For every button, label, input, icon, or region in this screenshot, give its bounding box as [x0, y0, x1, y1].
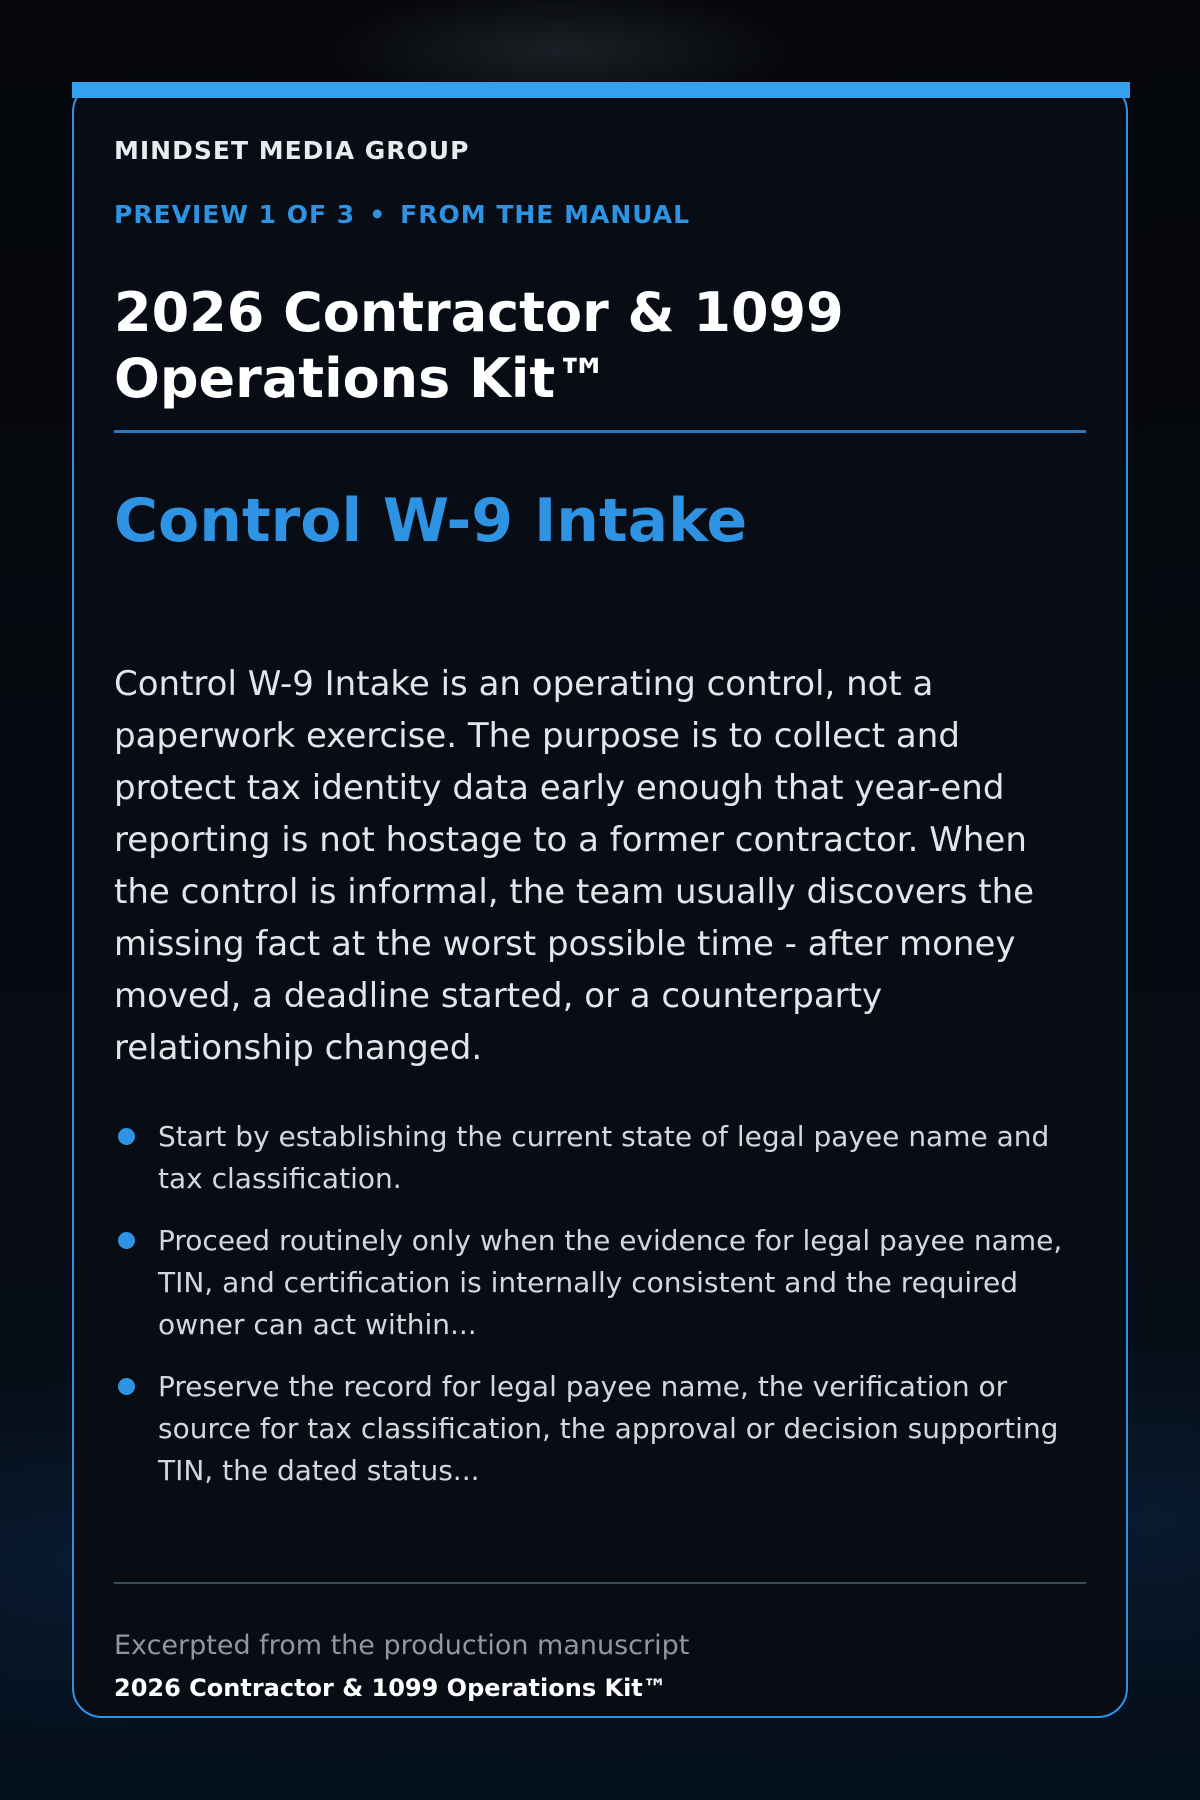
bullet-dot-icon — [118, 1378, 135, 1395]
bullet-text: Start by establishing the current state of legal payee name and tax classification. — [158, 1120, 1050, 1195]
title-divider — [114, 430, 1086, 433]
bullet-item — [114, 1220, 1086, 1346]
footer-note: Excerpted from the production manuscript — [114, 1630, 690, 1661]
preview-card — [72, 82, 1128, 1718]
bullet-list — [114, 1116, 1086, 1512]
preview-label-row — [114, 200, 690, 229]
bullet-item — [114, 1116, 1086, 1200]
accent-top-bar — [72, 82, 1130, 98]
footer-divider — [114, 1582, 1086, 1584]
bullet-dot-icon — [118, 1128, 135, 1145]
section-body: Control W-9 Intake is an operating control, not a paperwork exercise. The purpose is to collect and protect tax identity data early enough that year-end reporting is not hostage to a former contractor. When the control is informal, the team usually discovers the missing fact at the worst possible time - after money moved, a deadline started, or a counterparty relationship changed. — [114, 664, 1035, 1068]
bullet-item — [114, 1366, 1086, 1492]
preview-label: PREVIEW 1 OF 3 — [114, 200, 356, 229]
section-heading: Control W-9 Intake — [114, 486, 748, 556]
separator-dot: • — [369, 200, 387, 229]
document-title: 2026 Contractor & 1099 Operations Kit™ — [114, 281, 844, 410]
card-content — [114, 84, 1086, 1716]
bullet-text: Preserve the record for legal payee name, the verification or source for tax classification, the approval or decision supporting TIN, the dated status... — [158, 1370, 1059, 1487]
bullet-dot-icon — [118, 1232, 135, 1249]
footer-title: 2026 Contractor & 1099 Operations Kit™ — [114, 1674, 667, 1702]
source-label: FROM THE MANUAL — [400, 200, 691, 229]
brand-name: MINDSET MEDIA GROUP — [114, 136, 470, 165]
bullet-text: Proceed routinely only when the evidence for legal payee name, TIN, and certification is internally consistent and the required owner can act within... — [158, 1224, 1063, 1341]
